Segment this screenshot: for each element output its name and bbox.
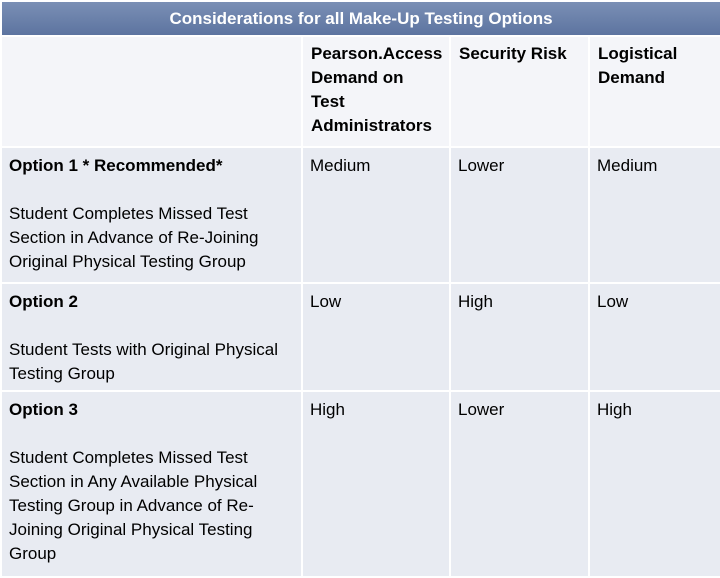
pearson-demand-value: Low	[302, 283, 450, 391]
logistical-demand-value: High	[589, 391, 720, 577]
security-risk-value: Lower	[450, 147, 589, 283]
table-row	[1, 147, 720, 283]
row-label-cell	[1, 391, 302, 577]
table-row	[1, 283, 720, 391]
column-header-logistical-demand: Logistical Demand	[589, 36, 720, 147]
row-label-cell	[1, 147, 302, 283]
table-row	[1, 391, 720, 577]
row-label-cell	[1, 283, 302, 391]
option-title: Option 2	[9, 292, 78, 311]
pearson-demand-value: High	[302, 391, 450, 577]
header-row	[1, 36, 720, 147]
option-description: Student Completes Missed Test Section in Any Available Physical Testing Group in Advance of Re-Joining Original Physical Testing Group	[9, 448, 258, 563]
option-description: Student Completes Missed Test Section in Advance of Re-Joining Original Physical Testing Group	[9, 204, 259, 271]
logistical-demand-value: Low	[589, 283, 720, 391]
option-title: Option 3	[9, 400, 78, 419]
header-blank-cell	[1, 36, 302, 147]
option-title: Option 1 * Recommended*	[9, 156, 223, 175]
column-header-security-risk: Security Risk	[450, 36, 589, 147]
title-row	[1, 1, 720, 36]
logistical-demand-value: Medium	[589, 147, 720, 283]
security-risk-value: Lower	[450, 391, 589, 577]
option-description: Student Tests with Original Physical Testing Group	[9, 340, 278, 383]
pearson-demand-value: Medium	[302, 147, 450, 283]
table-title: Considerations for all Make-Up Testing Options	[1, 1, 720, 36]
column-header-pearson-demand: Pearson.Access Demand on Test Administrators	[302, 36, 450, 147]
security-risk-value: High	[450, 283, 589, 391]
